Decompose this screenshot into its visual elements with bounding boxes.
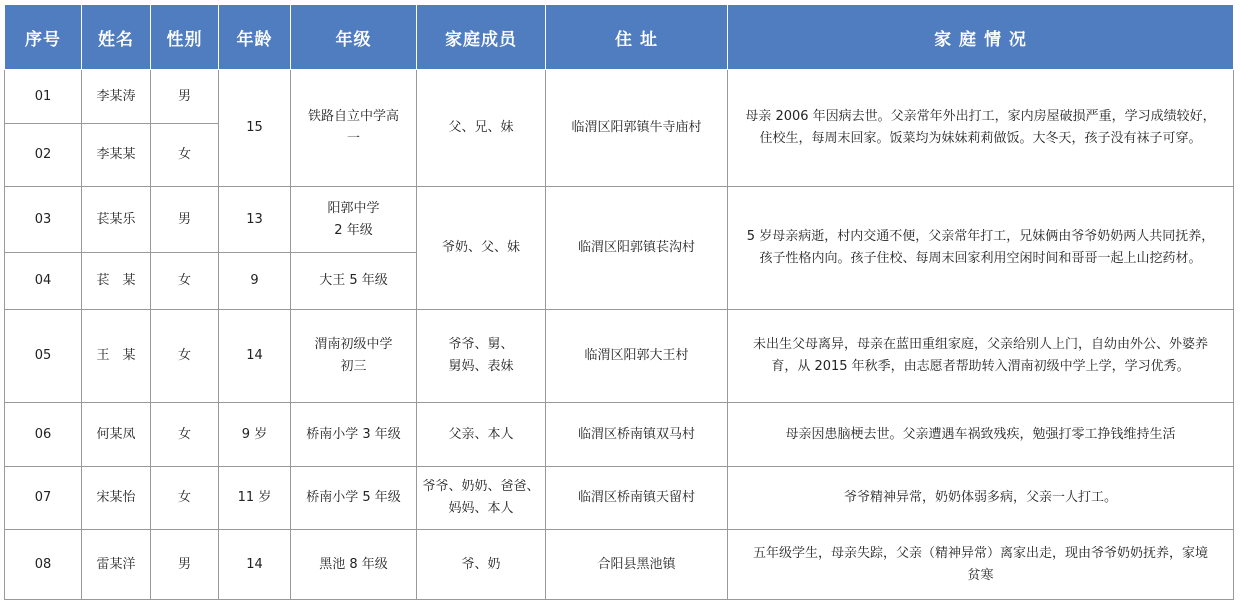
- cell-age: 11 岁: [219, 467, 291, 530]
- table-row: [5, 530, 1234, 600]
- header-name: 姓名: [82, 5, 151, 70]
- cell-name: 王 某: [82, 310, 151, 403]
- cell-gender: 男: [151, 187, 219, 253]
- cell-grade: [291, 187, 417, 253]
- cell-no: 02: [5, 124, 82, 187]
- cell-gender: 女: [151, 124, 219, 187]
- grade-line: 一: [346, 131, 360, 146]
- student-info-table: [4, 4, 1234, 600]
- cell-address: 临渭区阳郭镇苌沟村: [546, 187, 728, 310]
- cell-gender: 男: [151, 530, 219, 600]
- cell-address: 合阳县黑池镇: [546, 530, 728, 600]
- cell-gender: 女: [151, 253, 219, 310]
- cell-name: 苌某乐: [82, 187, 151, 253]
- cell-family-situation: [728, 467, 1234, 530]
- cell-grade: 黑池 8 年级: [291, 530, 417, 600]
- cell-family-members: [417, 467, 546, 530]
- cell-name: 雷某洋: [82, 530, 151, 600]
- cell-no: 08: [5, 530, 82, 600]
- situation-line: 住校生，每周末回家。饭菜均为妹妹莉莉做饭。大冬天，孩子没有袜子可穿。: [759, 131, 1202, 146]
- header-family-members: 家庭成员: [417, 5, 546, 70]
- cell-age: 14: [219, 530, 291, 600]
- header-row: [5, 5, 1234, 70]
- cell-gender: 女: [151, 310, 219, 403]
- cell-name: 何某凤: [82, 403, 151, 467]
- table-row: [5, 467, 1234, 530]
- grade-line: 2 年级: [334, 222, 373, 238]
- cell-family-situation: [728, 310, 1234, 403]
- cell-grade: 大王 5 年级: [291, 253, 417, 310]
- cell-family-members: 父亲、本人: [417, 403, 546, 467]
- cell-family-situation: [728, 530, 1234, 600]
- cell-family-situation: [728, 403, 1234, 467]
- situation-line: 5 岁母亲病逝，村内交通不便，父亲常年打工，兄妹俩由爷爷奶奶两人共同抚养，: [746, 229, 1215, 244]
- cell-name: 李某涛: [82, 70, 151, 124]
- cell-grade: [291, 310, 417, 403]
- header-grade: 年级: [291, 5, 417, 70]
- cell-no: 07: [5, 467, 82, 530]
- cell-age: 14: [219, 310, 291, 403]
- grade-line: 阳郭中学: [327, 200, 380, 216]
- table-row: [5, 403, 1234, 467]
- header-gender: 性别: [151, 5, 219, 70]
- situation-line: 未出生父母离异，母亲在蓝田重组家庭，父亲给别人上门，自幼由外公、外婆养: [752, 337, 1208, 352]
- members-line: 舅妈、表妹: [448, 359, 514, 374]
- members-line: 妈妈、本人: [448, 501, 514, 516]
- situation-line: 母亲 2006 年因病去世。父亲常年外出打工，家内房屋破损严重，学习成绩较好，: [745, 109, 1216, 124]
- cell-no: 04: [5, 253, 82, 310]
- situation-line: 五年级学生，母亲失踪，父亲（精神异常）离家出走，现由爷爷奶奶抚养，家境: [752, 545, 1208, 561]
- cell-family-members: 爷、奶: [417, 530, 546, 600]
- header-family-situation: 家 庭 情 况: [728, 5, 1234, 70]
- cell-gender: 女: [151, 467, 219, 530]
- table-row: [5, 187, 1234, 253]
- cell-grade: 桥南小学 5 年级: [291, 467, 417, 530]
- situation-line: 母亲因患脑梗去世。父亲遭遇车祸致残疾，勉强打零工挣钱维持生活: [785, 426, 1176, 442]
- cell-no: 06: [5, 403, 82, 467]
- header-address: 住 址: [546, 5, 728, 70]
- table-row: [5, 70, 1234, 124]
- cell-age: 9: [219, 253, 291, 310]
- situation-line: 爷爷精神异常，奶奶体弱多病，父亲一人打工。: [843, 490, 1117, 505]
- cell-address: 临渭区阳郭镇牛寺庙村: [546, 70, 728, 187]
- cell-gender: 男: [151, 70, 219, 124]
- situation-line: 贫寒: [967, 567, 994, 583]
- cell-gender: 女: [151, 403, 219, 467]
- cell-age: 15: [219, 70, 291, 187]
- situation-line: 孩子性格内向。孩子住校、每周末回家利用空闲时间和哥哥一起上山挖药材。: [759, 251, 1202, 266]
- cell-address: 临渭区桥南镇双马村: [546, 403, 728, 467]
- cell-address: 临渭区阳郭大王村: [546, 310, 728, 403]
- cell-no: 01: [5, 70, 82, 124]
- cell-age: 9 岁: [219, 403, 291, 467]
- cell-family-situation: [728, 70, 1234, 187]
- table-row: [5, 310, 1234, 403]
- cell-address: 临渭区桥南镇天留村: [546, 467, 728, 530]
- cell-family-members: 爷奶、父、妹: [417, 187, 546, 310]
- cell-grade: 桥南小学 3 年级: [291, 403, 417, 467]
- cell-no: 05: [5, 310, 82, 403]
- cell-name: 苌 某: [82, 253, 151, 310]
- cell-name: 宋某怡: [82, 467, 151, 530]
- cell-grade: [291, 70, 417, 187]
- grade-line: 渭南初级中学: [314, 337, 393, 352]
- cell-no: 03: [5, 187, 82, 253]
- cell-family-situation: [728, 187, 1234, 310]
- cell-family-members: 父、兄、妹: [417, 70, 546, 187]
- situation-line: 育，从 2015 年秋季，由志愿者帮助转入渭南初级中学上学，学习优秀。: [771, 359, 1190, 374]
- grade-line: 初三: [340, 359, 367, 374]
- members-line: 爷爷、奶奶、爸爸、: [422, 479, 540, 494]
- header-age: 年龄: [219, 5, 291, 70]
- grade-line: 铁路自立中学高: [307, 109, 399, 124]
- header-no: 序号: [5, 5, 82, 70]
- cell-name: 李某某: [82, 124, 151, 187]
- cell-age: 13: [219, 187, 291, 253]
- cell-family-members: [417, 310, 546, 403]
- members-line: 爷爷、舅、: [448, 337, 514, 352]
